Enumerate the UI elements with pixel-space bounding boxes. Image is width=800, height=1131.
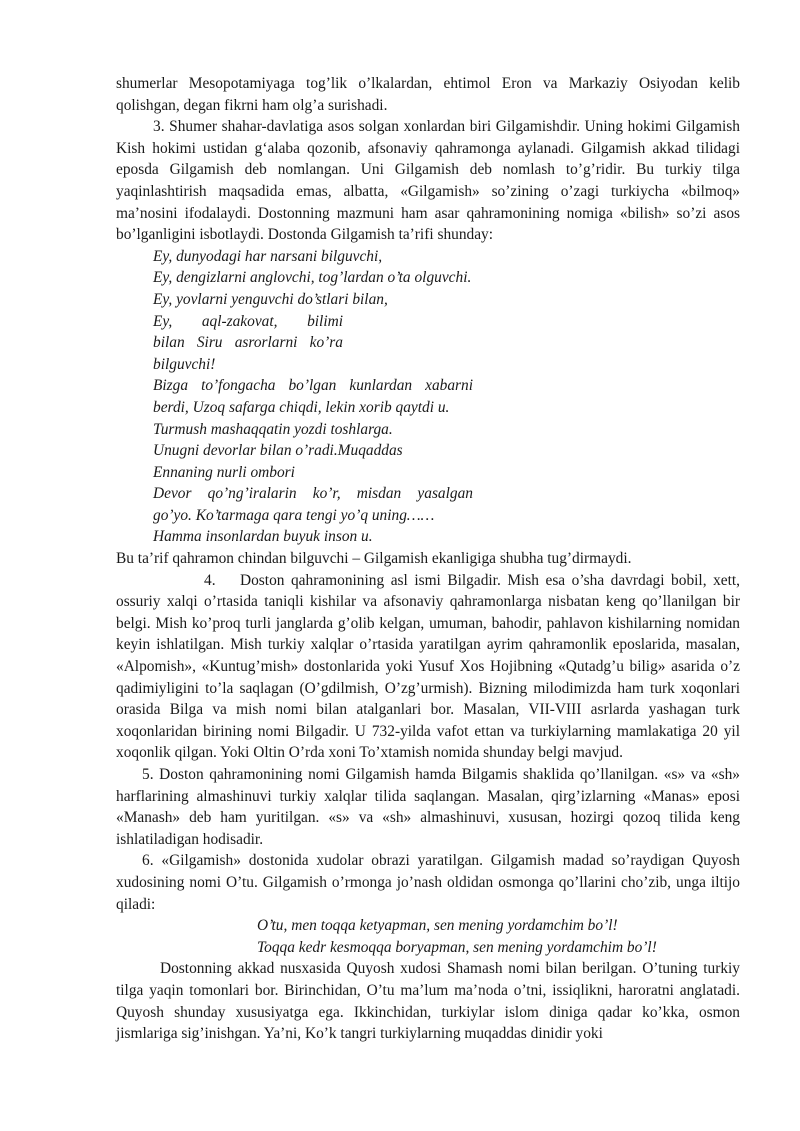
verse-line: Ey, dengizlarni anglovchi, tog’lardan o’ta olguvchi.: [153, 269, 472, 287]
verse-line: Unugni devorlar bilan o’radi.Muqaddas: [153, 442, 403, 460]
paragraph-7: Dostonning akkad nusxasida Quyosh xudosi Shamash nomi bilan berilgan. O’tuning turkiy tilga yaqin tomonlari bor. Birinchidan, O’tu ma’lum ma’noda o’tni, issiqlikni, haroratni anglatadi. Quyosh shunday xususiyatga ega. Ikkinchidan, turkiylar islom diniga qadar ko’kka, osmon jismlariga sig’inishgan. Ya’ni, Ko’k tangri turkiylarning muqaddas dinidir yoki: [116, 960, 740, 1043]
verse-line: Turmush mashaqqatin yozdi toshlarga.: [153, 420, 393, 438]
verse-line: berdi, Uzoq safarga chiqdi, lekin xorib qaytdi u.: [153, 398, 450, 416]
paragraph-4-number: 4.: [204, 571, 216, 589]
verse-line: Ey, yovlarni yenguvchi do’stlari bilan,: [153, 290, 388, 308]
verse-line: Ennaning nurli ombori: [153, 463, 295, 481]
paragraph-6: 6. «Gilgamish» dostonida xudolar obrazi yaratilgan. Gilgamish madad so’raydigan Quyosh xudosining nomi O’tu. Gilgamish o’rmonga jo’nash oldidan osmonga qo’llarini cho’zib, unga iltijo qiladi:: [116, 852, 740, 913]
paragraph-3: 3. Shumer shahar-davlatiga asos solgan xonlardan biri Gilgamishdir. Uning hokimi Gilgamish Kish hokimi ustidan g‘alaba qozonib, afsonaviy qahramonga aylanadi. Gilgamish akkad tilidagi eposda Gilgamish deb nomlangan. Uni Gilgamish deb nomlash to’g’ridir. Bu turkiy tilga yaqinlashtirish maqsadida emas, albatta, «Gilgamish» so’zining o’zagi turkiycha «bilmoq» ma’nosini ifodalaydi. Dostonning mazmuni ham asar qahramonining nomiga «bilish» so’zi asos bo’lganligini isbotlaydi. Dostonda Gilgamish ta’rifi shunday:: [116, 118, 740, 244]
verse-gilgamish-description: [153, 246, 488, 548]
verse-line: bilan Siru asrorlarni ko’ra: [153, 334, 343, 352]
paragraph-after-verse: Bu ta’rif qahramon chindan bilguvchi – Gilgamish ekanligiga shubha tug’dirmaydi.: [116, 550, 632, 568]
verse-line: bilguvchi!: [153, 355, 216, 373]
verse-prayer: [257, 915, 740, 958]
paragraph-4: [116, 570, 740, 764]
document-page: [116, 73, 740, 1045]
paragraph-intro: shumerlar Mesopotamiyaga tog’lik o’lkalardan, ehtimol Eron va Markaziy Osiyodan kelib qolishgan, degan fikrni ham olg’a surishadi.: [116, 75, 740, 114]
paragraph-5: 5. Doston qahramonining nomi Gilgamish hamda Bilgamis shaklida qo’llanilgan. «s» va «sh» harflarining almashinuvi turkiy xalqlar tilida saqlangan. Masalan, qirg’izlarning «Manas» eposi «Manash» deb ham yuritilgan. «s» va «sh» almashinuvi, xususan, hozirgi qozoq tilida keng ishlatiladigan hodisadir.: [116, 766, 740, 848]
verse-line: Bizga to’fongacha bo’lgan kunlardan xabarni: [153, 377, 473, 395]
verse-line: Ey, aql-zakovat, bilimi: [153, 312, 343, 330]
paragraph-4-text: Doston qahramonining asl ismi Bilgadir. Mish esa o’sha davrdagi bobil, xett, ossuriy xalqi o’rtasida taniqli kishilar va afsonaviy qahramonlarga nisbatan keng qo’llanilgan bir belgi. Mish ko’proq turli janglarda g’olib kelgan, umuman, bahodir, pahlavon kishilarning nomidan keyin ishlatilgan. Mish turkiy xalqlar o’rtasida yaratilgan ayrim qahramonlik eposlarida, masalan, «Alpomish», «Kuntug’mish» dostonlarida yoki Yusuf Xos Hojibning «Qutadg’u bilig» asarida o’z qadimiyligini to’la saqlagan (O’gdilmish, O’zg’urmish). Bizning milodimizda ham turk xoqonlari orasida Bilga va mish nomi bilan atalganlari bor. Masalan, VII-VIII asrlarda yashagan turk xoqonlaridan birining nomi Bilgadir. U 732-yilda vafot ettan va turkiylarning mamlakatiga 20 yil xoqonlik qilgan. Yoki Oltin O’rda xoni To’xtamish nomida shunday belgi mavjud.: [116, 571, 740, 762]
verse-line: Ey, dunyodagi har narsani bilguvchi,: [153, 247, 383, 265]
verse-line: Devor qo’ng’iralarin ko’r, misdan yasalgan: [153, 485, 473, 503]
verse-line: Toqqa kedr kesmoqqa boryapman, sen mening yordamchim bo’l!: [257, 938, 657, 956]
verse-line: O’tu, men toqqa ketyapman, sen mening yordamchim bo’l!: [257, 917, 618, 935]
verse-line: go’yo. Ko’tarmaga qara tengi yo’q uning……: [153, 506, 435, 524]
verse-line: Hamma insonlardan buyuk inson u.: [153, 528, 373, 546]
